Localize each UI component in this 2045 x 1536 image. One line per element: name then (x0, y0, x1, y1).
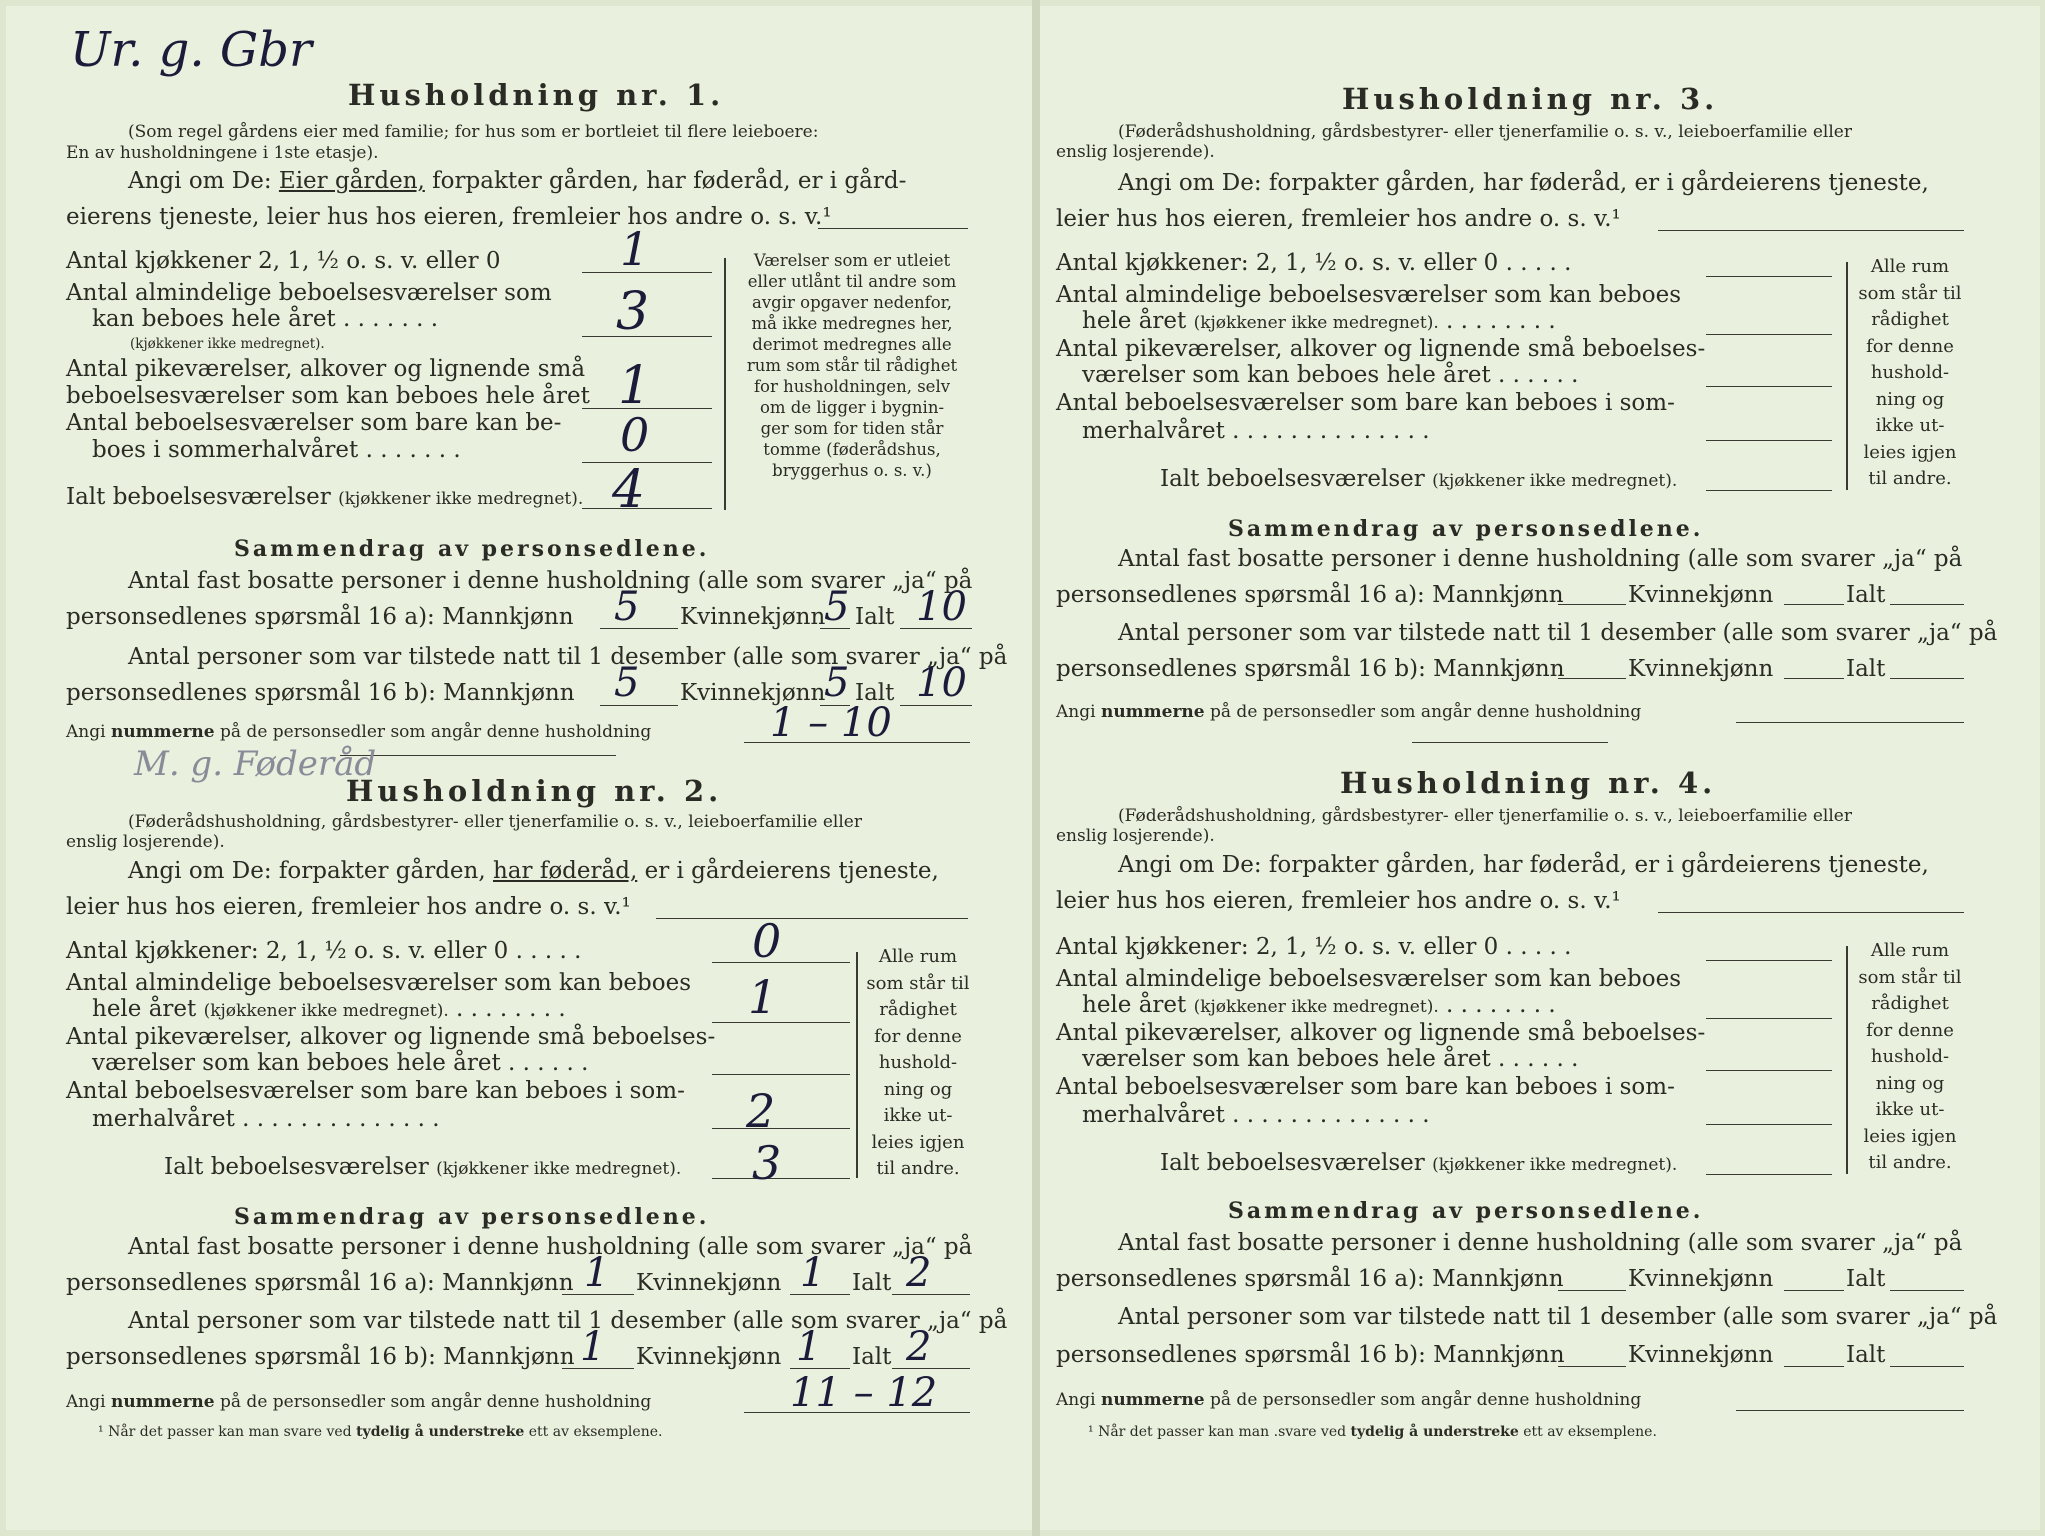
q-summer-2-text: boes i sommerhalvåret (92, 437, 359, 463)
dot-leader: . . . . . . . (358, 437, 461, 463)
dot-leader: . . . . . . . (335, 306, 439, 332)
s16b-line-1: Antal personer som var tilstede natt til 1 desember (alle som svarer „ja“ på (1118, 620, 1998, 646)
angi-rule (818, 228, 968, 229)
side-note-line: derimot medregnes alle (752, 335, 952, 354)
side-note-line: ikke ut- (1875, 1099, 1945, 1120)
kvinne-label: Kvinnekjønn (1628, 1342, 1774, 1368)
answer-16b-m: 1 (580, 1324, 606, 1370)
answer-16a-t: 2 (906, 1250, 932, 1296)
q-small-2 (92, 1050, 588, 1076)
rule-t (1890, 1290, 1964, 1291)
q-rooms-note: (kjøkkener ikke medregnet). (130, 336, 325, 352)
angi-suffix: forpakter gården, har føderåd, er i gård- (424, 168, 907, 194)
rule-summer (712, 1128, 850, 1129)
s16b-line-2: personsedlenes spørsmål 16 b): Mannkjønn (1056, 1342, 1565, 1368)
s16a-line-2: personsedlenes spørsmål 16 a): Mannkjønn (1056, 1266, 1564, 1292)
angi-eier-underlined: Eier gården, (278, 168, 425, 194)
q-kitchens (1056, 250, 1571, 276)
household-3-note: (Føderådshusholdning, gårdsbestyrer- eller tjenerfamilie o. s. v., leieboerfamilie eller (1118, 122, 1852, 142)
rule-total (582, 508, 712, 509)
kvinne-label: Kvinnekjønn (680, 604, 826, 630)
q-rooms-note: (kjøkkener ikke medregnet). (203, 1001, 449, 1021)
numre-bold: nummerne (1100, 702, 1205, 722)
household-2-note-2: enslig losjerende). (66, 832, 225, 852)
answer-16a-m: 1 (584, 1250, 610, 1296)
kvinne-label: Kvinnekjønn (636, 1270, 782, 1296)
dot-leader: . . . . . (1498, 250, 1572, 276)
q-summer-2-text: merhalvåret (1082, 418, 1225, 444)
summary-title-1: Sammendrag av personsedlene. (234, 536, 710, 562)
numre-pre: Angi (1056, 1390, 1101, 1410)
side-note-line: Alle rum (878, 946, 958, 967)
side-note-line: ger som for tiden står (760, 419, 944, 438)
dot-leader: . . . . . . . . (448, 996, 566, 1022)
s16b-line-1: Antal personer som var tilstede natt til 1 desember (alle som svarer „ja“ på (1118, 1304, 1998, 1330)
side-note-line: for denne (874, 1025, 962, 1047)
answer-16a-t: 10 (916, 584, 967, 630)
ialt-label: Ialt (855, 604, 895, 630)
side-note-line: som står til (866, 972, 970, 994)
summary-title-3: Sammendrag av personsedlene. (1228, 516, 1704, 542)
side-note-line: som står til (1858, 966, 1962, 988)
q-small-2 (1082, 1046, 1578, 1072)
household-3-angi-line-2: leier hus hos eieren, fremleier hos andre o. s. v.¹ (1056, 206, 1621, 232)
dot-leader: . . . . . . . . . . . . . . (1224, 418, 1430, 444)
angi-rule (1658, 912, 1964, 913)
dot-leader: . . . . . . . . (1438, 992, 1556, 1018)
q-summer-2 (1082, 418, 1430, 444)
q-summer-1: Antal beboelsesværelser som bare kan beboes i som- (1056, 1074, 1675, 1100)
q-small-2-text: værelser som kan beboes hele året (1082, 1046, 1491, 1072)
dot-leader: . . . . . . . . . . . . . . (234, 1106, 440, 1132)
q-summer-1: Antal beboelsesværelser som bare kan be- (66, 410, 562, 436)
q-rooms-2-text: hele året (92, 996, 197, 1022)
q-total-text: Ialt beboelsesværelser (1160, 466, 1425, 492)
household-2-note: (Føderådshusholdning, gårdsbestyrer- eller tjenerfamilie o. s. v., leieboerfamilie eller (128, 812, 862, 832)
side-note (1852, 254, 1968, 493)
answer-16b-t: 2 (906, 1324, 932, 1370)
q-kitchens (66, 938, 581, 964)
angi-foderad-underlined: har føderåd, (492, 858, 638, 884)
rule-small (1706, 386, 1832, 387)
angi-suffix: er i gårdeierens tjeneste, (637, 858, 939, 884)
q-rooms-1: Antal almindelige beboelsesværelser som kan beboes (1056, 282, 1682, 308)
answer-summer: 2 (746, 1084, 776, 1138)
side-note-line: ning og (883, 1078, 953, 1100)
side-note-line: hushold- (878, 1052, 958, 1073)
answer-rooms: 3 (616, 282, 650, 342)
numre-post: på de personsedler som angår denne husholdning (214, 722, 652, 742)
answer-16b-t: 10 (916, 660, 967, 706)
footnote-post: ett av eksemplene. (1518, 1424, 1657, 1440)
angi-prefix: Angi om De: forpakter gården, (128, 858, 493, 884)
rule-kitchens (1706, 276, 1832, 277)
side-note-line: Værelser som er utleiet (753, 251, 951, 270)
rule-summer (1706, 440, 1832, 441)
q-total-note: (kjøkkener ikke medregnet). (1432, 1155, 1678, 1175)
answer-16a-m: 5 (614, 584, 640, 630)
separator-rule (340, 755, 616, 756)
handwritten-header: Ur. g. Gbr (70, 22, 312, 78)
footnote (98, 1424, 662, 1440)
rule-t (1890, 1366, 1964, 1367)
side-note (1852, 938, 1968, 1177)
numre-post: på de personsedler som angår denne husholdning (214, 1392, 652, 1412)
numre-pre: Angi (1056, 702, 1101, 722)
q-summer-2 (1082, 1102, 1430, 1128)
q-rooms-1: Antal almindelige beboelsesværelser som kan beboes (1056, 966, 1682, 992)
s16b-line-2: personsedlenes spørsmål 16 b): Mannkjønn (66, 1344, 575, 1370)
q-rooms-2 (92, 996, 566, 1022)
footnote-pre: ¹ Når det passer kan man svare ved (98, 1424, 357, 1440)
side-note-line: rådighet (1871, 993, 1949, 1014)
q-summer-2-text: merhalvåret (92, 1106, 235, 1132)
answer-16b-k: 5 (824, 660, 850, 706)
household-4-note-2: enslig losjerende). (1056, 826, 1215, 846)
answer-numre: 1 – 10 (770, 700, 892, 746)
side-note-line: hushold- (1870, 1046, 1950, 1067)
q-rooms-2 (1082, 308, 1556, 334)
q-total-text: Ialt beboelsesværelser (164, 1154, 429, 1180)
rule-m (1558, 1366, 1626, 1367)
side-note (732, 250, 972, 481)
q-summer-2 (92, 437, 461, 463)
q-kitchens-text: Antal kjøkkener: 2, 1, ½ o. s. v. eller 0 (1056, 934, 1499, 960)
angi-rule (656, 918, 968, 919)
dot-leader: . . . . . (508, 938, 582, 964)
side-note-line: til andre. (876, 1158, 960, 1179)
q-small-1: Antal pikeværelser, alkover og lignende små beboelses- (1056, 336, 1706, 362)
answer-kitchens: 1 (620, 222, 650, 276)
side-note-line: rådighet (1871, 309, 1949, 330)
side-note-line: Alle rum (1870, 256, 1950, 277)
rule-k (1784, 1366, 1844, 1367)
ialt-label: Ialt (852, 1270, 892, 1296)
q-total-note: (kjøkkener ikke medregnet). (436, 1159, 682, 1179)
side-note-line: ning og (1875, 388, 1945, 410)
household-3-note-2: enslig losjerende). (1056, 142, 1215, 162)
numre-line (66, 1392, 651, 1412)
q-kitchens (1056, 934, 1571, 960)
side-note (862, 944, 974, 1183)
ialt-label: Ialt (852, 1344, 892, 1370)
q-total-text: Ialt beboelsesværelser (1160, 1150, 1425, 1176)
ialt-label: Ialt (1846, 1266, 1886, 1292)
q-small-2-text: værelser som kan beboes hele året (92, 1050, 501, 1076)
q-rooms-2-text: hele året (1082, 308, 1187, 334)
side-note-line: for denne (1866, 335, 1954, 357)
side-note-line: eller utlånt til andre som (747, 272, 957, 291)
ialt-label: Ialt (1846, 582, 1886, 608)
q-summer-1: Antal beboelsesværelser som bare kan beboes i som- (66, 1078, 685, 1104)
numre-line (1056, 1390, 1641, 1410)
numre-bold: nummerne (1100, 1390, 1205, 1410)
ialt-label: Ialt (1846, 656, 1886, 682)
s16a-line-1: Antal fast bosatte personer i denne husholdning (alle som svarer „ja“ på (128, 568, 973, 594)
rule-t (1890, 678, 1964, 679)
answer-kitchens: 0 (752, 914, 782, 968)
side-note-line: leies igjen (1863, 441, 1957, 463)
footnote-bold: tydelig å understreke (1350, 1424, 1519, 1440)
s16b-line-1: Antal personer som var tilstede natt til 1 desember (alle som svarer „ja“ på (128, 644, 1008, 670)
kvinne-label: Kvinnekjønn (1628, 1266, 1774, 1292)
answer-rooms: 1 (748, 970, 778, 1024)
side-brace (856, 952, 858, 1178)
numre-bold: nummerne (110, 722, 215, 742)
footnote-post: ett av eksemplene. (524, 1424, 663, 1440)
q-small-2: beboelsesværelser som kan beboes hele året (66, 383, 590, 409)
answer-16a-k: 1 (800, 1250, 826, 1296)
s16a-line-1: Antal fast bosatte personer i denne husholdning (alle som svarer „ja“ på (128, 1234, 973, 1260)
side-note-line: Alle rum (1870, 940, 1950, 961)
s16a-line-1: Antal fast bosatte personer i denne husholdning (alle som svarer „ja“ på (1118, 1230, 1963, 1256)
angi-prefix: Angi om De: (128, 168, 279, 194)
q-summer-2-text: merhalvåret (1082, 1102, 1225, 1128)
q-rooms-2 (1082, 992, 1556, 1018)
side-note-line: til andre. (1868, 468, 1952, 489)
side-note-line: tomme (føderådshus, (763, 440, 941, 459)
summary-title-2: Sammendrag av personsedlene. (234, 1204, 710, 1230)
rule-summer (582, 462, 712, 463)
q-total-note: (kjøkkener ikke medregnet). (1432, 471, 1678, 491)
ialt-label: Ialt (1846, 1342, 1886, 1368)
footnote (1088, 1424, 1657, 1440)
q-total-text: Ialt beboelsesværelser (66, 484, 331, 510)
household-4-note: (Føderådshusholdning, gårdsbestyrer- eller tjenerfamilie o. s. v., leieboerfamilie eller (1118, 806, 1852, 826)
handwritten-h2-note: M. g. Føderåd (134, 744, 377, 784)
rule-total (1706, 490, 1832, 491)
answer-16b-m: 5 (614, 660, 640, 706)
dot-leader: . . . . . . (500, 1050, 589, 1076)
side-note-line: må ikke medregnes her, (751, 314, 953, 333)
side-brace (1846, 946, 1848, 1174)
s16a-line-1: Antal fast bosatte personer i denne husholdning (alle som svarer „ja“ på (1118, 546, 1963, 572)
numre-bold: nummerne (110, 1392, 215, 1412)
kvinne-label: Kvinnekjønn (1628, 656, 1774, 682)
q-rooms-note: (kjøkkener ikke medregnet). (1193, 313, 1439, 333)
q-rooms-note: (kjøkkener ikke medregnet). (1193, 997, 1439, 1017)
rule-small (712, 1074, 850, 1075)
side-note-line: som står til (1858, 282, 1962, 304)
household-1-note-2: En av husholdningene i 1ste etasje). (66, 143, 379, 163)
q-total (1160, 466, 1677, 492)
q-small-1: Antal pikeværelser, alkover og lignende små beboelses- (1056, 1020, 1706, 1046)
household-2-angi-line-1 (128, 858, 939, 884)
angi-rule (1658, 230, 1964, 231)
q-summer-2 (92, 1106, 440, 1132)
s16b-line-2: personsedlenes spørsmål 16 b): Mannkjønn (66, 680, 575, 706)
side-note-line: til andre. (1868, 1152, 1952, 1173)
rule-small (1706, 1070, 1832, 1071)
answer-total: 4 (612, 460, 646, 520)
rule-rooms (1706, 1018, 1832, 1019)
household-1-angi-line-1 (128, 168, 906, 194)
household-3-angi-line-1: Angi om De: forpakter gården, har føderåd, er i gårdeierens tjeneste, (1118, 170, 1929, 196)
side-brace (1846, 262, 1848, 490)
side-brace (724, 258, 726, 510)
s16b-line-1: Antal personer som var tilstede natt til 1 desember (alle som svarer „ja“ på (128, 1308, 1008, 1334)
page-fold (1032, 0, 1040, 1536)
numre-post: på de personsedler som angår denne husholdning (1204, 702, 1642, 722)
kvinne-label: Kvinnekjønn (680, 680, 826, 706)
dot-leader: . . . . . (1498, 934, 1572, 960)
answer-summer: 0 (620, 408, 650, 462)
rule-rooms (712, 1022, 850, 1023)
q-kitchens: Antal kjøkkener 2, 1, ½ o. s. v. eller 0 (66, 248, 501, 274)
numre-pre: Angi (66, 722, 111, 742)
household-4-title: Husholdning nr. 4. (1340, 766, 1717, 800)
s16a-line-2: personsedlenes spørsmål 16 a): Mannkjønn (66, 1270, 574, 1296)
side-note-line: bryggerhus o. s. v.) (772, 461, 932, 480)
rule-kitchens (1706, 960, 1832, 961)
side-note-line: ikke ut- (1875, 415, 1945, 436)
answer-16b-k: 1 (796, 1324, 822, 1370)
rule-t (1890, 604, 1964, 605)
q-rooms-2-text: kan beboes hele året (92, 306, 336, 332)
dot-leader: . . . . . . . . . . . . . . (1224, 1102, 1430, 1128)
q-rooms-1: Antal almindelige beboelsesværelser som kan beboes (66, 970, 692, 996)
kvinne-label: Kvinnekjønn (1628, 582, 1774, 608)
rule-k (1784, 1290, 1844, 1291)
q-kitchens-text: Antal kjøkkener: 2, 1, ½ o. s. v. eller 0 (1056, 250, 1499, 276)
ialt-label: Ialt (855, 680, 895, 706)
s16b-line-2: personsedlenes spørsmål 16 b): Mannkjønn (1056, 656, 1565, 682)
footnote-bold: tydelig å understreke (356, 1424, 525, 1440)
s16a-line-2: personsedlenes spørsmål 16 a): Mannkjønn (66, 604, 574, 630)
rule-rooms (1706, 334, 1832, 335)
side-note-line: hushold- (1870, 362, 1950, 383)
footnote-pre: ¹ Når det passer kan man .svare ved (1088, 1424, 1351, 1440)
answer-small: 1 (618, 356, 652, 416)
rule-numre (1736, 1410, 1964, 1411)
side-note-line: for husholdningen, selv (753, 377, 951, 396)
rule-m (1558, 1290, 1626, 1291)
household-1-note: (Som regel gårdens eier med familie; for hus som er bortleiet til flere leieboere: (128, 122, 819, 142)
household-2-angi-line-2: leier hus hos eieren, fremleier hos andre o. s. v.¹ (66, 894, 631, 920)
q-small-1: Antal pikeværelser, alkover og lignende små beboelses- (66, 1024, 716, 1050)
answer-16a-k: 5 (824, 584, 850, 630)
q-kitchens-text: Antal kjøkkener: 2, 1, ½ o. s. v. eller 0 (66, 938, 509, 964)
rule-k (1784, 604, 1844, 605)
household-1-title: Husholdning nr. 1. (348, 78, 725, 112)
dot-leader: . . . . . . (1490, 1046, 1579, 1072)
household-1-angi-line-2: eierens tjeneste, leier hus hos eieren, fremleier hos andre o. s. v.¹ (66, 204, 832, 230)
side-note-line: rum som står til rådighet (746, 356, 958, 375)
q-small-1: Antal pikeværelser, alkover og lignende små (66, 356, 586, 382)
q-total (1160, 1150, 1677, 1176)
q-small-2-text: værelser som kan beboes hele året (1082, 362, 1491, 388)
numre-post: på de personsedler som angår denne husholdning (1204, 1390, 1642, 1410)
side-note-line: ikke ut- (883, 1105, 953, 1126)
household-4-angi-line-2: leier hus hos eieren, fremleier hos andre o. s. v.¹ (1056, 888, 1621, 914)
kvinne-label: Kvinnekjønn (636, 1344, 782, 1370)
answer-total: 3 (752, 1136, 782, 1190)
dot-leader: . . . . . . . . (1438, 308, 1556, 334)
q-total-note: (kjøkkener ikke medregnet). (338, 489, 584, 509)
q-small-2 (1082, 362, 1578, 388)
numre-pre: Angi (66, 1392, 111, 1412)
separator-rule (1412, 742, 1608, 743)
numre-line (1056, 702, 1641, 722)
side-note-line: leies igjen (1863, 1125, 1957, 1147)
rule-k (1784, 678, 1844, 679)
side-note-line: leies igjen (871, 1131, 965, 1153)
side-note-line: rådighet (879, 999, 957, 1020)
side-note-line: for denne (1866, 1019, 1954, 1041)
side-note-line: ning og (1875, 1072, 1945, 1094)
side-note-line: om de ligger i bygnin- (759, 398, 945, 417)
q-summer-1: Antal beboelsesværelser som bare kan beboes i som- (1056, 390, 1675, 416)
s16a-line-2: personsedlenes spørsmål 16 a): Mannkjønn (1056, 582, 1564, 608)
q-total (164, 1154, 681, 1180)
q-total (66, 484, 583, 510)
dot-leader: . . . . . . (1490, 362, 1579, 388)
rule-summer (1706, 1124, 1832, 1125)
q-rooms-1: Antal almindelige beboelsesværelser som (66, 280, 552, 306)
side-note-line: avgir opgaver nedenfor, (752, 293, 952, 312)
rule-numre (1736, 722, 1964, 723)
rule-m (1558, 678, 1626, 679)
household-2-title: Husholdning nr. 2. (346, 774, 723, 808)
rule-m (1558, 604, 1626, 605)
rule-total (1706, 1174, 1832, 1175)
q-rooms-2-text: hele året (1082, 992, 1187, 1018)
household-4-angi-line-1: Angi om De: forpakter gården, har føderåd, er i gårdeierens tjeneste, (1118, 852, 1929, 878)
summary-title-4: Sammendrag av personsedlene. (1228, 1198, 1704, 1224)
household-3-title: Husholdning nr. 3. (1342, 82, 1719, 116)
q-rooms-2 (92, 306, 438, 332)
answer-numre: 11 – 12 (790, 1370, 938, 1416)
numre-line (66, 722, 651, 742)
